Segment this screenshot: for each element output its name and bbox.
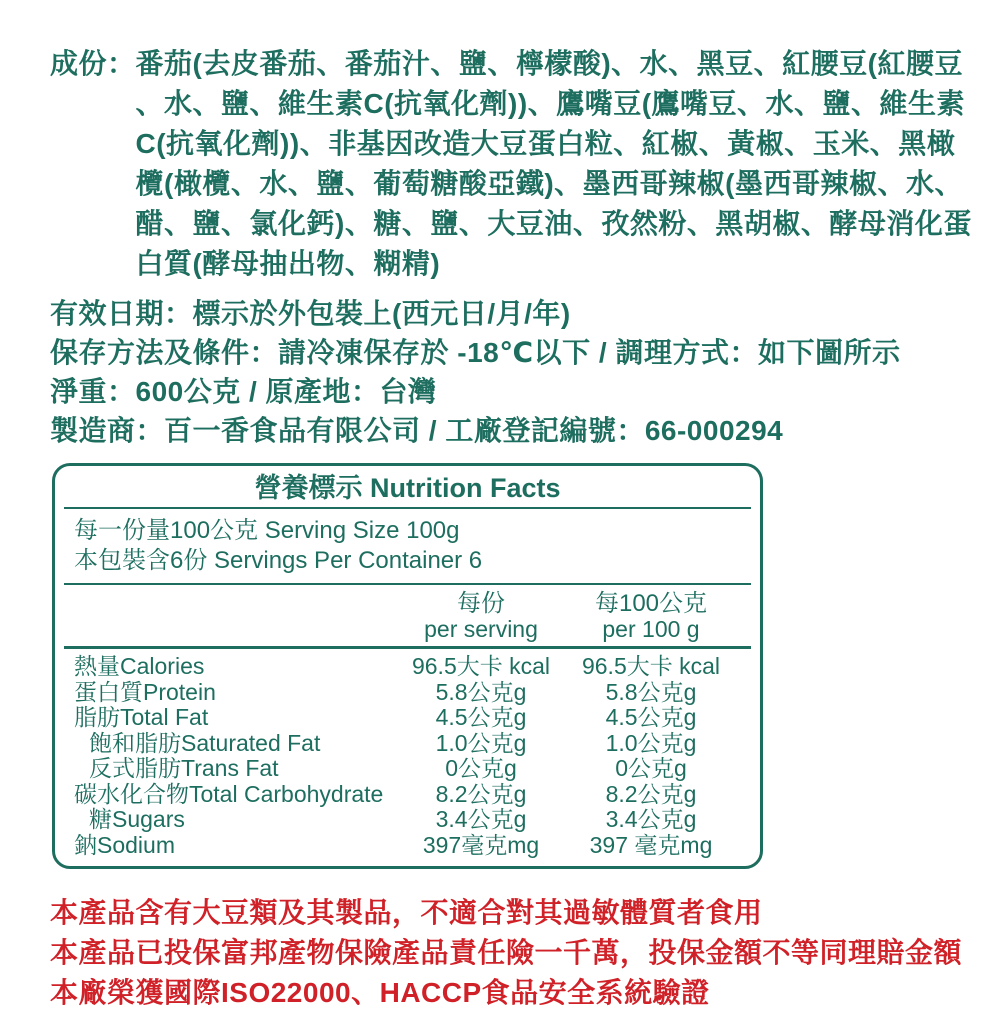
table-row-carbohydrate: [55, 782, 760, 808]
column-header-en: per 100 g: [602, 616, 700, 642]
nutrition-title: 營養標示 Nutrition Facts: [254, 473, 561, 503]
row-label: 熱量Calories: [74, 653, 205, 679]
row-value-per-serving: 3.4公克g: [435, 806, 527, 832]
ingredients-text: [136, 44, 972, 284]
table-row-sugars: [55, 807, 760, 833]
row-label: 蛋白質Protein: [74, 678, 216, 705]
ingredients-line: 、水、鹽、維生素C(抗氧化劑))、鷹嘴豆(鷹嘴豆、水、鹽、維生素: [135, 88, 966, 119]
row-label: 反式脂肪Trans Fat: [89, 755, 279, 781]
row-value-per-100g: 96.5大卡 kcal: [581, 653, 721, 679]
ingredients-label: 成份：: [50, 48, 136, 79]
row-value-per-serving: 1.0公克g: [435, 729, 527, 756]
row-label: 脂肪Total Fat: [74, 704, 209, 730]
column-header-spacer: [74, 590, 396, 642]
serving-info: [55, 509, 760, 583]
expiry-date-line: 有效日期：標示於外包裝上(西元日/月/年): [50, 298, 571, 329]
storage-method-line: 保存方法及條件：請冷凍保存於 -18℃以下 / 調理方式：如下圖所示: [50, 337, 901, 368]
ingredients-line: 醋、鹽、氯化鈣)、糖、鹽、大豆油、孜然粉、黑胡椒、酵母消化蛋: [135, 208, 972, 239]
row-label: 鈉Sodium: [74, 831, 175, 858]
servings-per-container: 本包裝含6份 Servings Per Container 6: [74, 547, 483, 574]
row-value-per-serving: 4.5公克g: [435, 704, 527, 730]
column-header-zh: 每100公克: [594, 590, 708, 617]
row-value-per-100g: 397 毫克mg: [589, 831, 713, 858]
column-header-row: [55, 585, 760, 646]
table-row-protein: [55, 680, 760, 706]
table-row-sodium: [55, 833, 760, 859]
table-row-trans-fat: [55, 756, 760, 782]
row-value-per-100g: 5.8公克g: [605, 678, 697, 705]
manufacturer-line: 製造商：百一香食品有限公司 / 工廠登記編號：66-000294: [50, 415, 784, 446]
column-header-per-100g: [566, 590, 736, 642]
row-value-per-serving: 397毫克mg: [422, 831, 540, 858]
warnings-section: [50, 893, 963, 1013]
net-weight-origin-line: 淨重：600公克 / 原產地：台灣: [50, 376, 437, 407]
column-header-zh: 每份: [457, 590, 505, 617]
row-value-per-100g: 0公克g: [615, 755, 687, 781]
table-row-saturated-fat: [55, 731, 760, 757]
ingredients-line: C(抗氧化劑))、非基因改造大豆蛋白粒、紅椒、黃椒、玉米、黑橄: [135, 128, 956, 159]
table-row-total-fat: [55, 705, 760, 731]
row-value-per-serving: 0公克g: [445, 755, 517, 781]
row-value-per-100g: 8.2公克g: [605, 780, 697, 807]
row-label: 飽和脂肪Saturated Fat: [89, 729, 321, 756]
product-info-section: [50, 294, 960, 450]
column-header-en: per serving: [424, 616, 538, 642]
certification-notice: 本廠榮獲國際ISO22000、HACCP食品安全系統驗證: [50, 977, 710, 1008]
column-header-per-serving: [396, 590, 566, 642]
ingredients-line: 番茄(去皮番茄、番茄汁、鹽、檸檬酸)、水、黑豆、紅腰豆(紅腰豆: [135, 48, 963, 79]
row-label: 碳水化合物Total Carbohydrate: [74, 780, 384, 807]
ingredients-line: 白質(酵母抽出物、糊精): [135, 248, 441, 279]
row-value-per-100g: 3.4公克g: [605, 806, 697, 832]
allergen-warning: 本產品含有大豆類及其製品，不適合對其過敏體質者食用: [50, 897, 763, 928]
serving-size: 每一份量100公克 Serving Size 100g: [74, 517, 460, 544]
insurance-notice: 本產品已投保富邦產物保險產品責任險一千萬，投保金額不等同理賠金額: [50, 937, 963, 968]
ingredients-section: [50, 44, 972, 284]
row-value-per-serving: 8.2公克g: [435, 780, 527, 807]
row-value-per-100g: 4.5公克g: [605, 704, 697, 730]
nutrition-rows: [55, 649, 760, 858]
row-value-per-serving: 96.5大卡 kcal: [411, 653, 551, 679]
row-value-per-serving: 5.8公克g: [435, 678, 527, 705]
ingredients-line: 欖(橄欖、水、鹽、葡萄糖酸亞鐵)、墨西哥辣椒(墨西哥辣椒、水、: [135, 168, 963, 199]
row-value-per-100g: 1.0公克g: [605, 729, 697, 756]
nutrition-facts-table: [52, 463, 763, 869]
row-label: 糖Sugars: [89, 806, 185, 832]
table-row-calories: [55, 654, 760, 680]
